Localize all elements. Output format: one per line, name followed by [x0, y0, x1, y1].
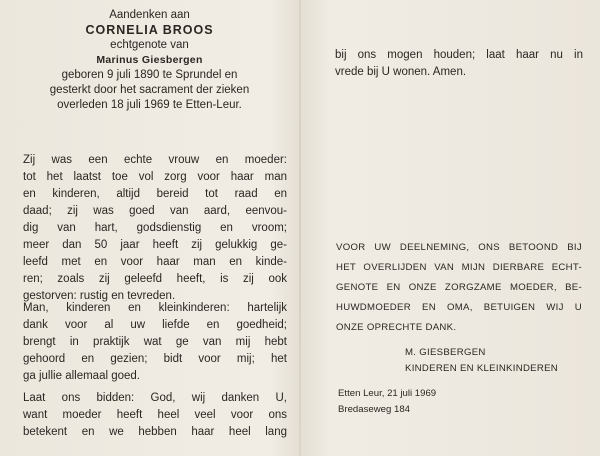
death-line: overleden 18 juli 1969 te Etten-Leur.	[57, 99, 242, 111]
text-line: Laat ons bidden: God, wij danken U,	[23, 392, 287, 404]
text-line: dank voor al uw liefde en goedheid;	[23, 319, 287, 331]
spouse-name: Marinus Giesbergen	[96, 54, 203, 66]
text-line: HUWDMOEDER EN OMA, BETUIGEN WIJ U	[336, 302, 582, 313]
tribute-paragraph	[23, 152, 287, 305]
intro-text: Aandenken aan	[109, 9, 190, 21]
address: Bredaseweg 184	[338, 404, 411, 415]
text-line: betekent en we hebben haar heel lang	[23, 426, 287, 438]
birth-line: geboren 9 juli 1890 te Sprundel en	[61, 69, 238, 81]
text-line: bij ons mogen houden; laat haar nu in	[335, 49, 583, 61]
sacrament-line: gesterkt door het sacrament der zieken	[49, 84, 250, 96]
text-line: Zij was een echte vrouw en moeder:	[23, 154, 287, 166]
signer-family: KINDEREN EN KLEINKINDEREN	[405, 363, 559, 374]
text-line: brengt in praktijk wat ge van mij hebt	[23, 336, 287, 348]
spouse-intro: echtgenote van	[110, 39, 189, 51]
place-date: Etten Leur, 21 juli 1969	[338, 388, 437, 399]
text-line: ga jullie allemaal goed.	[23, 370, 140, 382]
text-line: vrede bij U wonen. Amen.	[335, 66, 467, 78]
text-line: dig van hart, godsdienstig en vroom;	[23, 222, 287, 234]
card-header	[0, 8, 299, 113]
place-date-block	[338, 386, 436, 418]
text-line: leefd met en voor haar man en kinde-	[23, 256, 287, 268]
text-line: gestorven: rustig en tevreden.	[23, 290, 176, 302]
text-line: meer dan 50 jaar heeft zij gelukkig ge-	[23, 239, 287, 251]
text-line: VOOR UW DEELNEMING, ONS BETOOND BIJ	[336, 242, 582, 253]
prayer-continuation	[335, 47, 583, 81]
thank-you-message	[336, 238, 582, 338]
text-line: gehoord en gezien; bidt voor mij; het	[23, 353, 287, 365]
prayer-paragraph	[23, 390, 287, 441]
text-line: daad; zij was goed van aard, eenvou-	[23, 205, 287, 217]
text-line: tot het laatst toe vol zorg voor haar man	[23, 171, 287, 183]
text-line: Man, kinderen en kleinkinderen: hartelijk	[23, 302, 287, 314]
signer-name: M. GIESBERGEN	[405, 347, 486, 358]
text-line: ONZE OPRECHTE DANK.	[336, 322, 457, 333]
family-paragraph	[23, 300, 287, 385]
signature-block	[405, 345, 558, 377]
text-line: want moeder heeft heel veel voor ons	[23, 409, 287, 421]
right-page	[301, 0, 600, 456]
left-page	[0, 0, 299, 456]
text-line: ren; zoals zij geleefd heeft, is zij ook	[23, 273, 287, 285]
text-line: en kinderen, altijd bereid tot raad en	[23, 188, 287, 200]
deceased-name: CORNELIA BROOS	[85, 23, 214, 37]
text-line: HET OVERLIJDEN VAN MIJN DIERBARE ECHT-	[336, 262, 582, 273]
text-line: GENOTE EN ONZE ZORGZAME MOEDER, BE-	[336, 282, 582, 293]
